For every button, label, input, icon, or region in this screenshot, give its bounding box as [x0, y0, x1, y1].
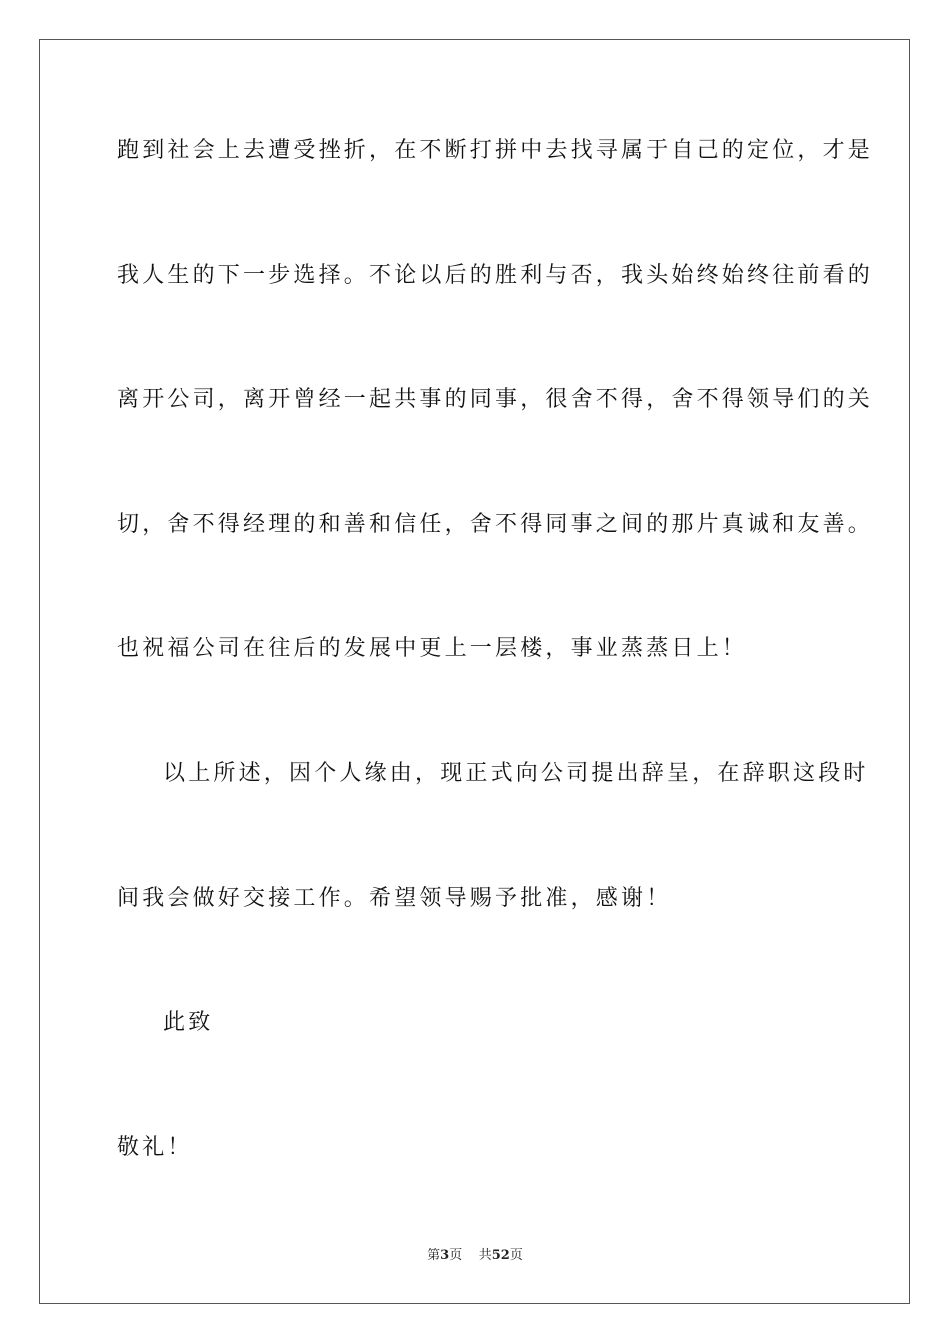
- body-line-3: 离开公司，离开曾经一起共事的同事，很舍不得，舍不得领导们的关: [117, 387, 874, 412]
- page-footer: [0, 1247, 950, 1265]
- footer-total-pages: 52: [491, 1248, 510, 1263]
- page-border: [39, 39, 910, 1304]
- footer-total-prefix: 共: [478, 1248, 492, 1263]
- footer-page-suffix: 页: [449, 1248, 463, 1263]
- body-line-1: 跑到社会上去遭受挫折，在不断打拼中去找寻属于自己的定位，才是: [117, 138, 874, 163]
- body-line-6: 以上所述，因个人缘由，现正式向公司提出辞呈，在辞职这段时: [163, 761, 869, 786]
- footer-page-prefix: 第: [427, 1248, 441, 1263]
- footer-total-suffix: 页: [509, 1248, 523, 1263]
- closing-regards: 敬礼！: [117, 1135, 193, 1160]
- closing-salutation: 此致: [163, 1010, 214, 1035]
- body-line-7: 间我会做好交接工作。希望领导赐予批准，感谢！: [117, 886, 672, 911]
- body-line-2: 我人生的下一步选择。不论以后的胜利与否，我头始终始终往前看的: [117, 263, 874, 288]
- footer-page-number: 3: [440, 1248, 450, 1263]
- body-line-5: 也祝福公司在往后的发展中更上一层楼，事业蒸蒸日上！: [117, 636, 748, 661]
- body-line-4: 切，舍不得经理的和善和信任，舍不得同事之间的那片真诚和友善。: [117, 512, 874, 537]
